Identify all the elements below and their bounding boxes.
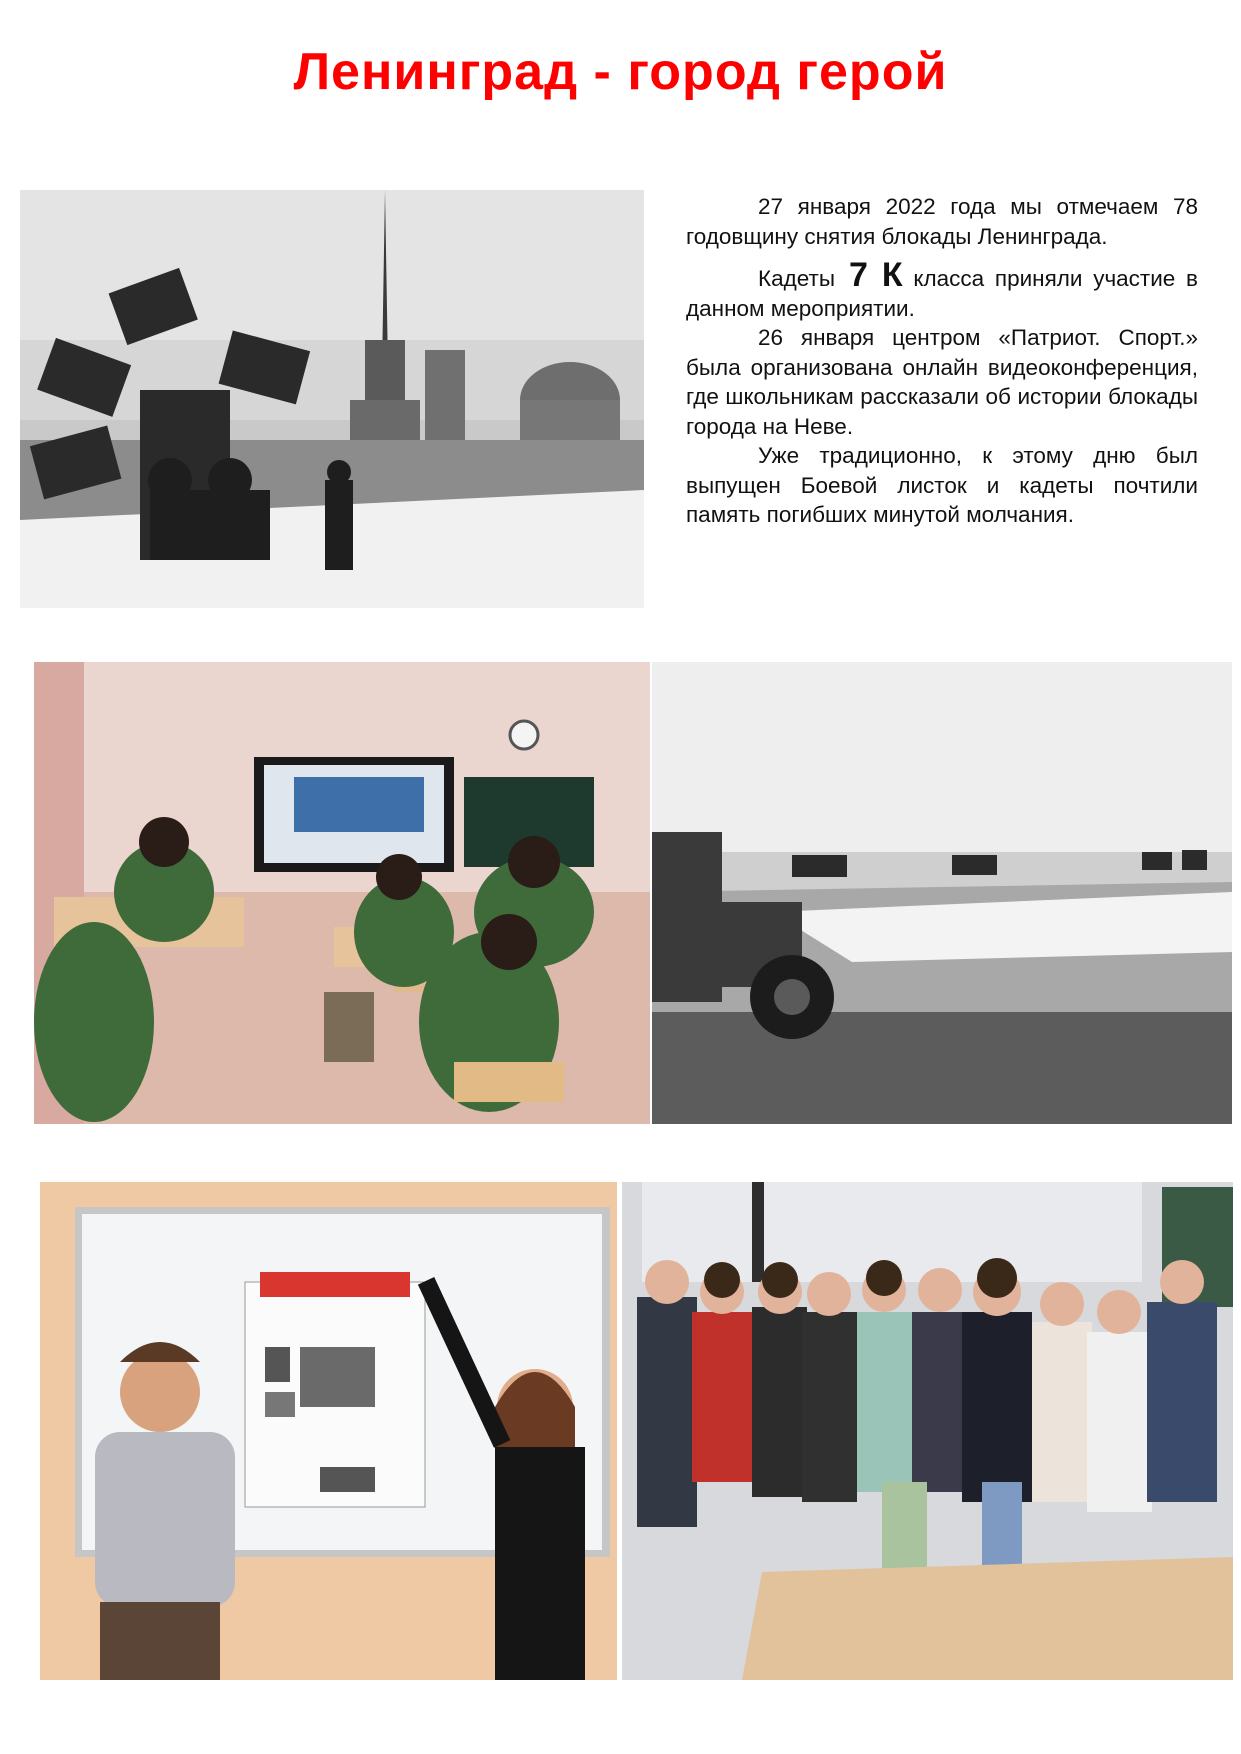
photo-minute-of-silence bbox=[622, 1182, 1233, 1680]
article-p2-start: Кадеты bbox=[758, 266, 835, 291]
photo-classroom-videoconference bbox=[34, 662, 650, 1124]
photo-road-of-life-trucks bbox=[652, 662, 1232, 1124]
article-paragraph-1: 27 января 2022 года мы отмечаем 78 годовщину снятия блокады Ленинграда. bbox=[686, 194, 1198, 249]
article-paragraph-3: 26 января центром «Патриот. Спорт.» была организована онлайн видеоконференция, где школьникам рассказали об истории блокады города на Неве. bbox=[686, 325, 1198, 439]
photo-poster-hanging bbox=[40, 1182, 617, 1680]
article-p2-end: класса приняли участие в данном мероприятии. bbox=[686, 266, 1198, 321]
photo-antiaircraft-guns bbox=[20, 190, 644, 608]
class-letter: К bbox=[881, 256, 903, 294]
article-paragraph-4: Уже традиционно, к этому дню был выпущен Боевой листок и кадеты почтили память погибших минутой молчания. bbox=[686, 443, 1198, 527]
class-number: 7 bbox=[849, 256, 868, 294]
article-paragraph-2 bbox=[686, 256, 1198, 323]
article-text bbox=[686, 192, 1198, 530]
page-title: Ленинград - город герой bbox=[293, 43, 948, 101]
